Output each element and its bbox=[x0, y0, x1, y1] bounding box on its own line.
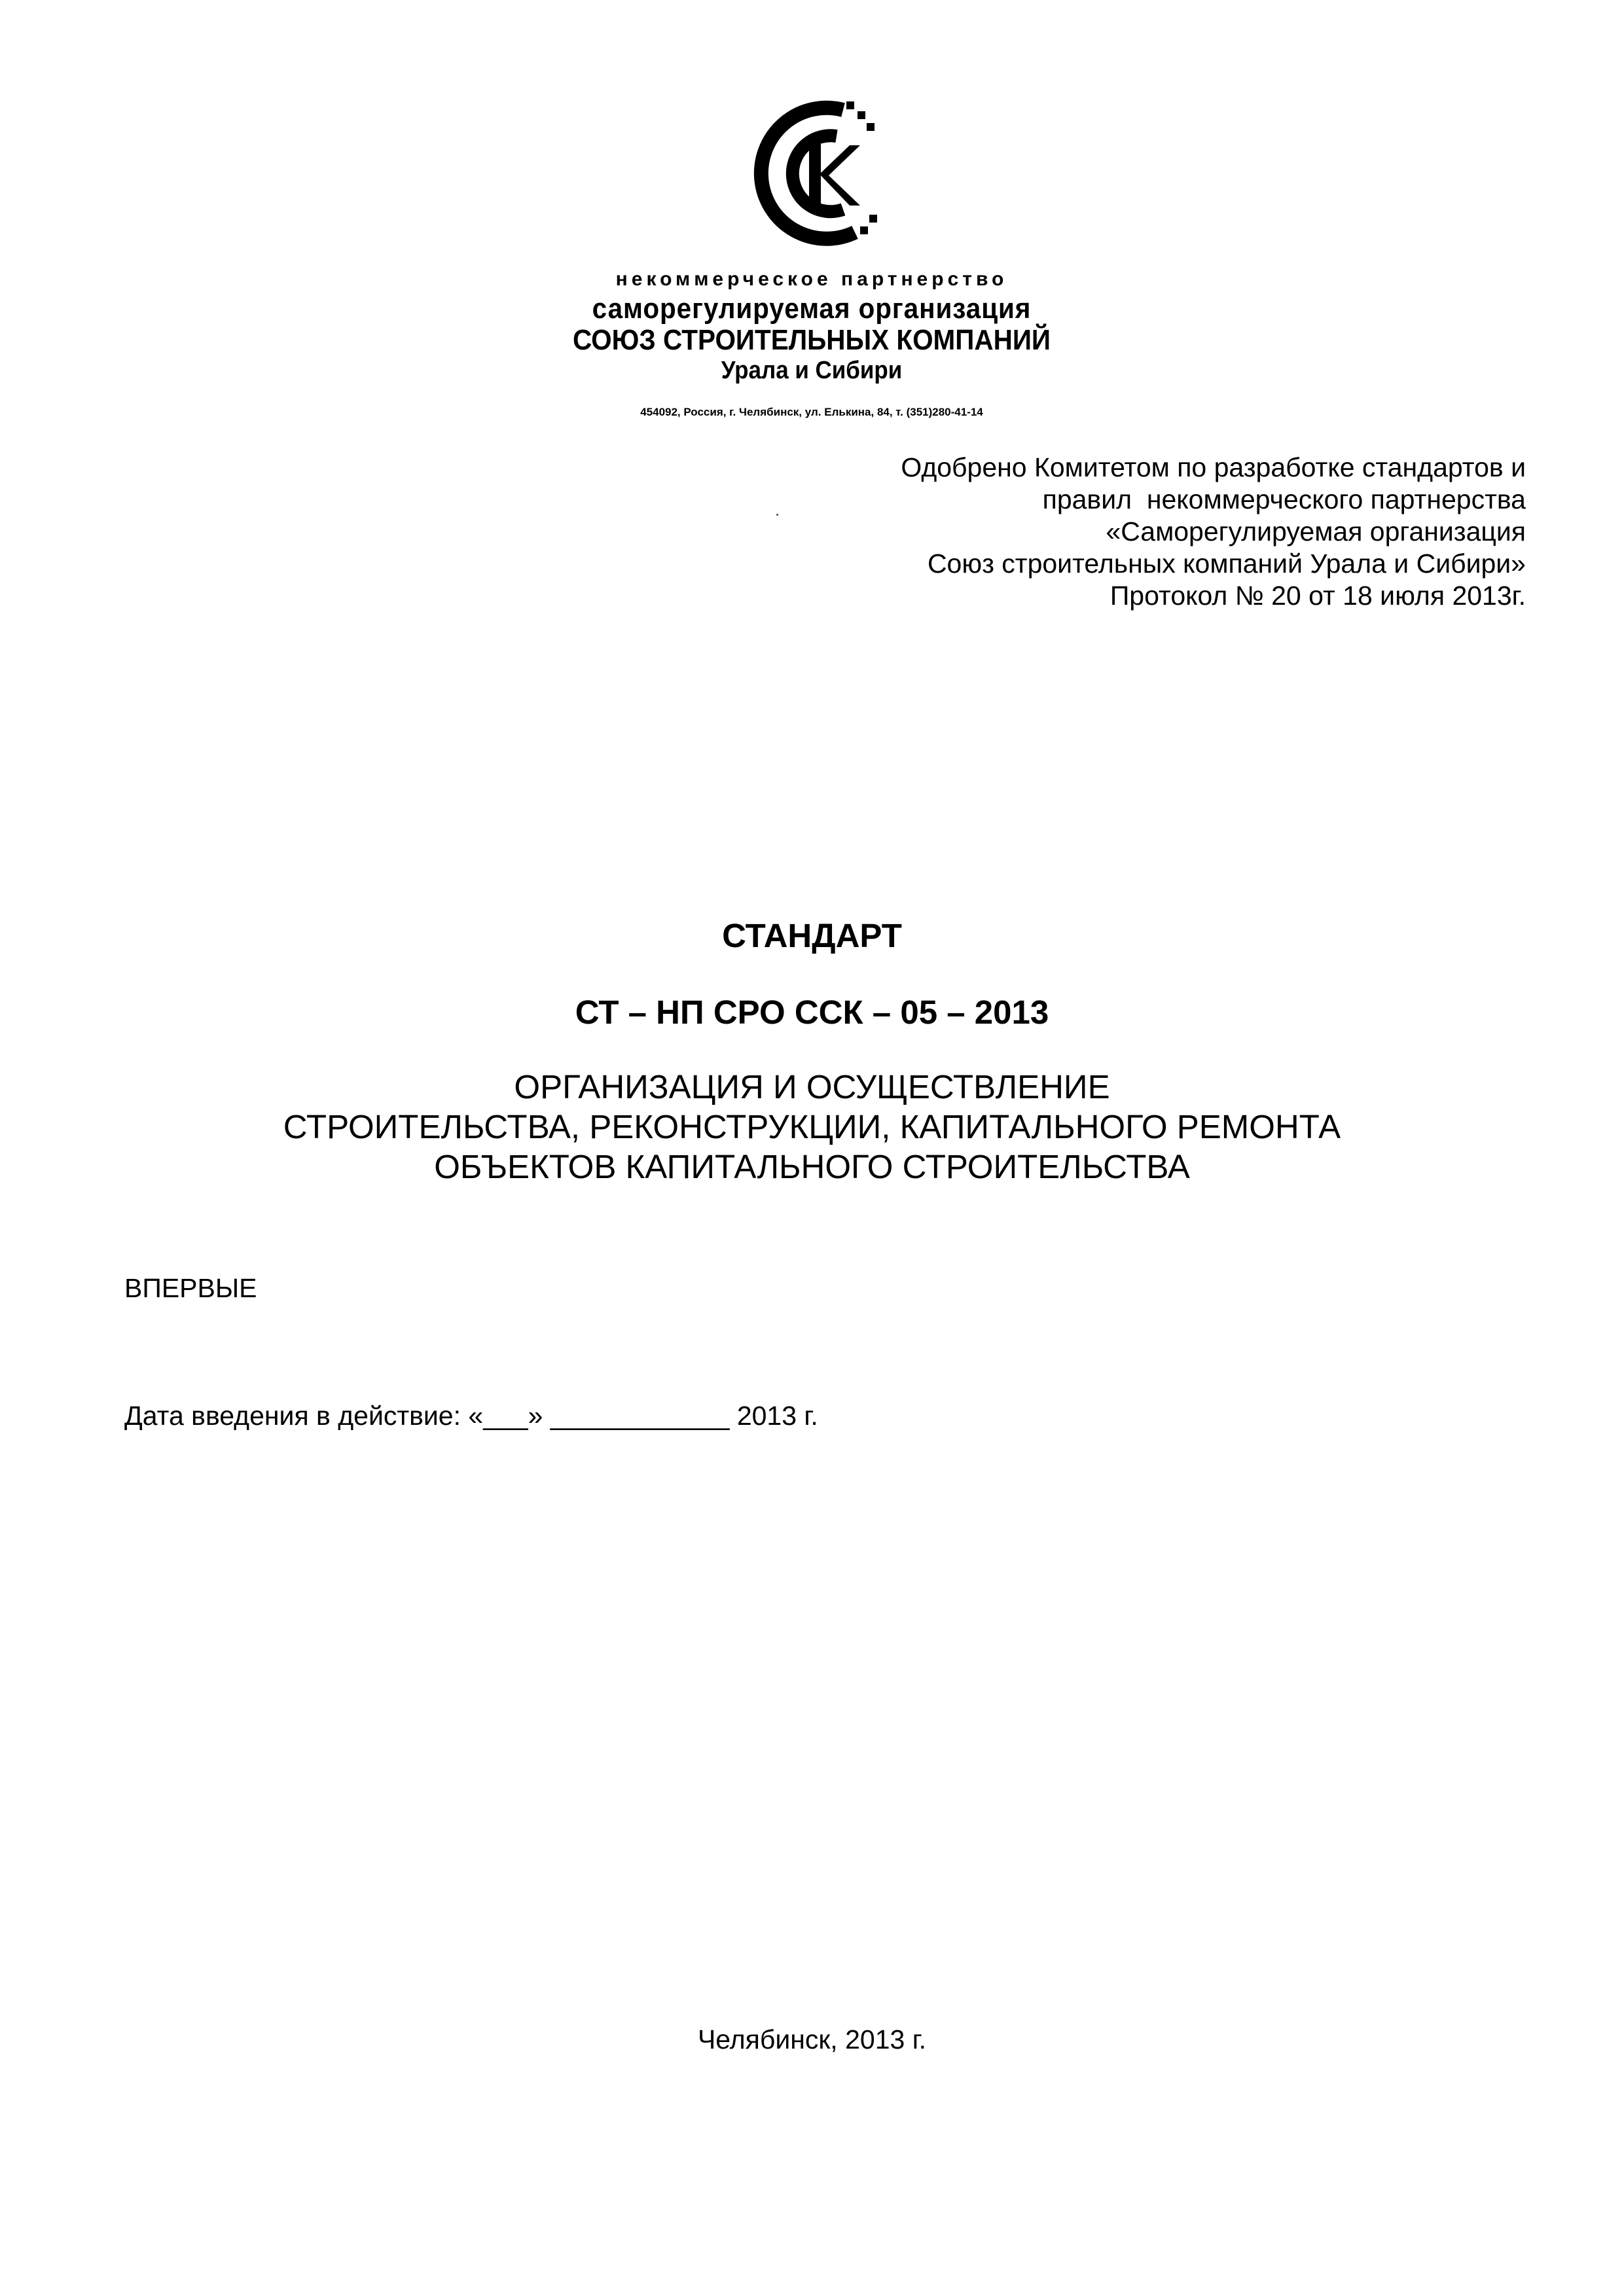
approval-line: правил некоммерческого партнерства bbox=[1042, 484, 1526, 514]
scan-speck bbox=[776, 514, 778, 516]
org-type: некоммерческое партнерство bbox=[615, 268, 1008, 290]
standard-name-line: ОБЪЕКТОВ КАПИТАЛЬНОГО СТРОИТЕЛЬСТВА bbox=[434, 1148, 1190, 1185]
effective-date: Дата введения в действие: «___» ____________ 2013 г. bbox=[124, 1401, 818, 1431]
approval-line: Союз строительных компаний Урала и Сибири» bbox=[927, 548, 1526, 579]
org-name-line-1: саморегулируемая организация bbox=[592, 293, 1032, 325]
standard-label: СТАНДАРТ bbox=[722, 917, 902, 954]
org-address: 454092, Россия, г. Челябинск, ул. Елькина, 84, т. (351)280-41-14 bbox=[640, 406, 983, 418]
standard-name bbox=[0, 1067, 1624, 1187]
org-name-line-3: Урала и Сибири bbox=[721, 357, 903, 384]
standard-code: СТ – НП СРО ССК – 05 – 2013 bbox=[575, 994, 1049, 1031]
approval-block bbox=[740, 452, 1526, 612]
org-name-line-2: СОЮЗ СТРОИТЕЛЬНЫХ КОМПАНИЙ bbox=[572, 324, 1051, 356]
edition-note: ВПЕРВЫЕ bbox=[124, 1273, 257, 1303]
approval-line: «Саморегулируемая организация bbox=[1106, 516, 1526, 547]
standard-name-line: ОРГАНИЗАЦИЯ И ОСУЩЕСТВЛЕНИЕ bbox=[514, 1068, 1110, 1105]
approval-line: Одобрено Комитетом по разработке стандартов и bbox=[901, 452, 1526, 482]
approval-line: Протокол № 20 от 18 июля 2013г. bbox=[1110, 581, 1526, 611]
city-year: Челябинск, 2013 г. bbox=[697, 2024, 927, 2054]
ssk-logo-icon bbox=[745, 98, 889, 249]
standard-name-line: СТРОИТЕЛЬСТВА, РЕКОНСТРУКЦИИ, КАПИТАЛЬНОГО РЕМОНТА bbox=[283, 1108, 1341, 1145]
